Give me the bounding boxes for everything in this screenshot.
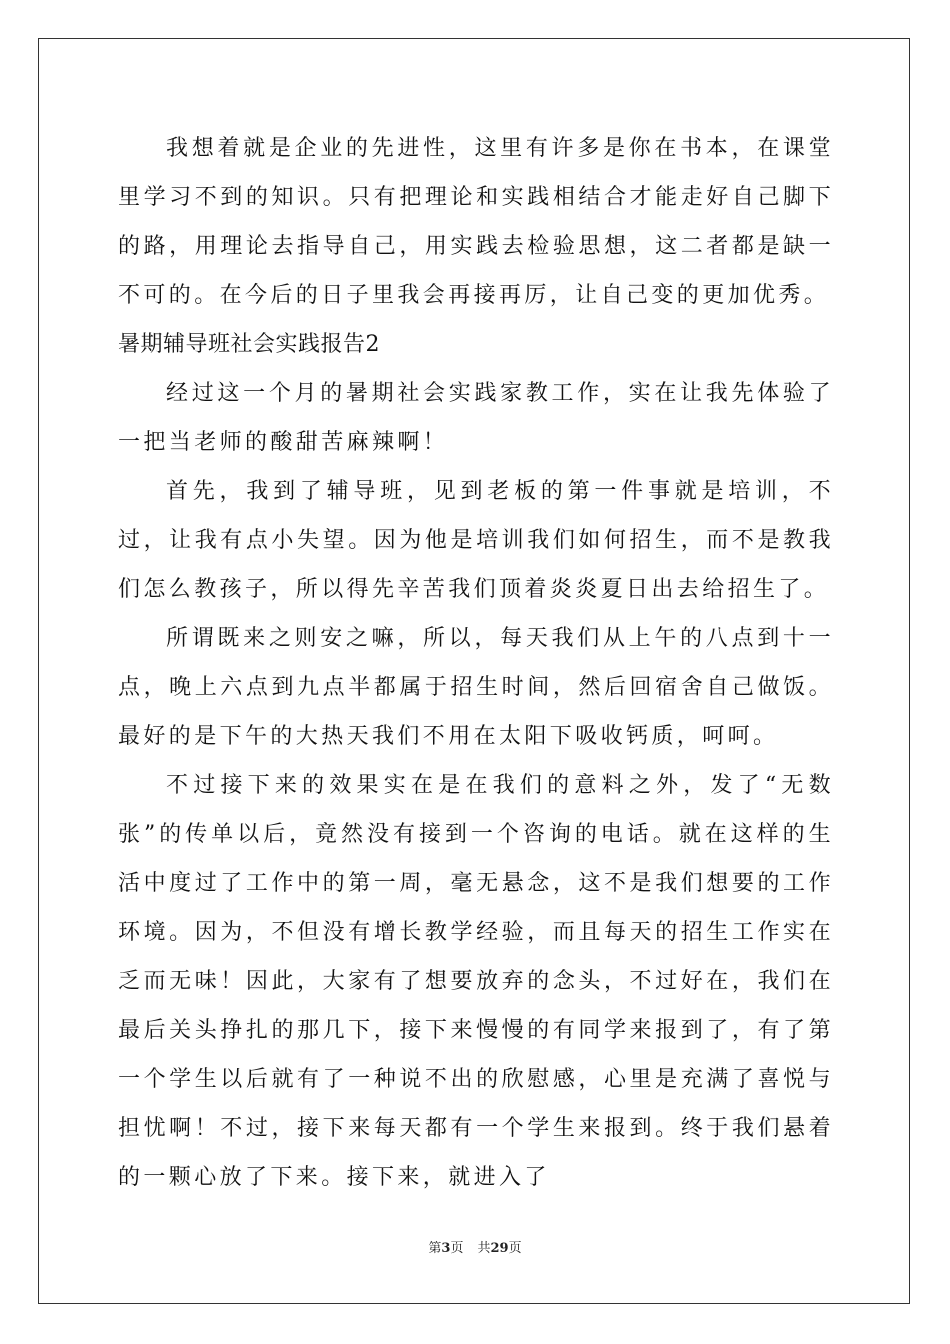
paragraph: 经过这一个月的暑期社会实践家教工作，实在让我先体验了一把当老师的酸甜苦麻辣啊！: [118, 381, 834, 455]
total-pages: 29: [490, 1241, 509, 1256]
page-number: 3: [441, 1241, 451, 1256]
section-title: 暑期辅导班社会实践报告2: [118, 332, 380, 357]
paragraph: 我想着就是企业的先进性，这里有许多是你在书本，在课堂里学习不到的知识。只有把理论和实践相结合才能走好自己脚下的路，用理论去指导自己，用实践去检验思想，这二者都是缺一不可的。在今后的日子里我会再接再厉，让自己变的更加优秀。: [118, 136, 834, 308]
page-prefix: 第: [428, 1241, 442, 1256]
total-suffix: 页: [508, 1241, 522, 1256]
page-suffix: 页: [450, 1241, 464, 1256]
paragraph: 不过接下来的效果实在是在我们的意料之外，发了“无数张”的传单以后，竟然没有接到一个咨询的电话。就在这样的生活中度过了工作中的第一周，毫无悬念，这不是我们想要的工作环境。因为，不但没有增长教学经验，而且每天的招生工作实在乏而无味！因此，大家有了想要放弃的念头，不过好在，我们在最后关头挣扎的那几下，接下来慢慢的有同学来报到了，有了第一个学生以后就有了一种说不出的欣慰感，心里是充满了喜悦与担忧啊！不过，接下来每天都有一个学生来报到。终于我们悬着的一颗心放了下来。接下来，就进入了: [118, 773, 834, 1190]
paragraph: 首先，我到了辅导班，见到老板的第一件事就是培训，不过，让我有点小失望。因为他是培训我们如何招生，而不是教我们怎么教孩子，所以得先辛苦我们顶着炎炎夏日出去给招生了。: [118, 479, 834, 602]
paragraph: 所谓既来之则安之嘛，所以，每天我们从上午的八点到十一点，晚上六点到九点半都属于招生时间，然后回宿舍自己做饭。最好的是下午的大热天我们不用在太阳下吸收钙质，呵呵。: [118, 626, 834, 749]
document-body: [118, 124, 834, 1202]
page-footer: [0, 1240, 950, 1258]
total-prefix: 共: [477, 1241, 491, 1256]
